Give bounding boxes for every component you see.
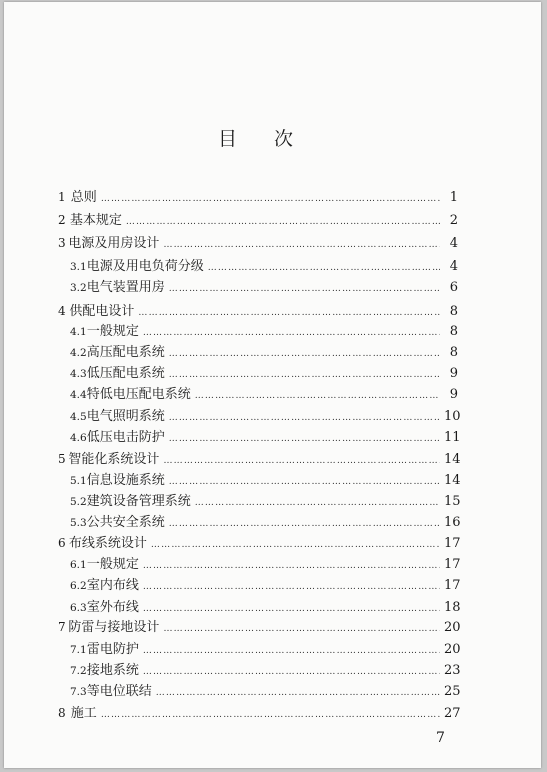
toc-entry-page: 20 [444, 620, 461, 635]
toc-leader-dots [169, 477, 440, 487]
toc-entry-page: 14 [444, 473, 461, 488]
toc-entry-number: 4.1 [70, 326, 87, 338]
toc-entry-label: 布线系统设计 [68, 536, 147, 551]
toc-leader-dots [143, 561, 440, 571]
toc-entry-page: 2 [449, 213, 458, 228]
toc-entry-number: 4.3 [70, 368, 87, 380]
toc-entry-label: 公共安全系统 [86, 515, 165, 530]
toc-entry-label: 雷电防护 [86, 642, 139, 657]
toc-entry-number: 5.2 [70, 496, 87, 508]
toc-entry-page: 17 [444, 578, 461, 593]
toc-entry[interactable] [58, 702, 461, 722]
toc-entry[interactable] [70, 490, 461, 510]
toc-entry-label: 防雷与接地设计 [68, 620, 160, 635]
toc-entry-page: 1 [449, 190, 458, 205]
toc-entry-label: 低压电击防护 [86, 430, 165, 445]
toc-entry[interactable] [70, 574, 461, 594]
toc-entry-label: 特低电压配电系统 [86, 387, 191, 402]
toc-entry-page: 9 [449, 387, 458, 402]
toc-entry[interactable] [58, 532, 461, 552]
toc-leader-dots [143, 667, 440, 677]
toc-entry-number: 5.1 [70, 475, 87, 487]
toc-leader-dots [143, 604, 440, 614]
toc-entry-label: 室外布线 [86, 600, 139, 615]
toc-entry-number: 2 [58, 213, 66, 227]
toc-leader-dots [143, 646, 440, 656]
toc-entry-label: 接地系统 [86, 663, 139, 678]
toc-entry[interactable] [58, 448, 461, 468]
toc-entry-number: 7.1 [70, 644, 87, 656]
toc-entry[interactable] [70, 511, 461, 531]
toc-entry[interactable] [70, 426, 461, 446]
toc-entry-number: 3.1 [70, 261, 87, 273]
toc-entry-page: 9 [449, 366, 458, 381]
toc-entry-number: 1 [58, 190, 66, 204]
toc-entry-number: 5 [58, 452, 66, 466]
toc-entry-number: 7.3 [70, 686, 87, 698]
toc-entry-label: 电气照明系统 [86, 409, 165, 424]
toc-entry-page: 16 [444, 515, 461, 530]
toc-entry[interactable] [70, 596, 461, 616]
toc-entry-label: 供配电设计 [69, 304, 135, 319]
toc-entry-label: 智能化系统设计 [68, 452, 160, 467]
toc-entry[interactable] [58, 300, 458, 320]
toc-entry-number: 4.2 [70, 347, 87, 359]
toc-entry-number: 5.3 [70, 517, 87, 529]
toc-leader-dots [138, 308, 440, 318]
toc-leader-dots [101, 194, 440, 204]
toc-entry-label: 等电位联结 [86, 684, 152, 699]
toc-entry-page: 18 [444, 600, 461, 615]
toc-entry-label: 一般规定 [86, 557, 139, 572]
toc-entry[interactable] [70, 320, 458, 340]
toc-leader-dots [126, 217, 440, 227]
toc-entry-page: 4 [449, 236, 458, 251]
toc-entry-page: 17 [444, 557, 461, 572]
toc-leader-dots [163, 624, 440, 634]
toc-entry[interactable] [58, 232, 458, 252]
toc-entry-page: 11 [444, 430, 461, 445]
toc-entry[interactable] [70, 255, 458, 275]
toc-entry-page: 17 [444, 536, 461, 551]
toc-entry[interactable] [58, 616, 461, 636]
toc-entry-label: 高压配电系统 [86, 345, 165, 360]
toc-leader-dots [156, 688, 440, 698]
toc-entry-page: 8 [449, 345, 458, 360]
document-page [4, 2, 541, 768]
toc-entry-label: 基本规定 [69, 213, 122, 228]
toc-entry-label: 总则 [70, 190, 97, 205]
toc-entry-number: 3 [58, 236, 66, 250]
toc-entry[interactable] [70, 405, 461, 425]
toc-entry-page: 8 [449, 304, 458, 319]
toc-leader-dots [143, 328, 440, 338]
toc-leader-dots [169, 284, 440, 294]
toc-leader-dots [195, 498, 440, 508]
toc-entry-page: 20 [444, 642, 461, 657]
toc-entry-number: 4.6 [70, 432, 87, 444]
toc-entry-page: 14 [444, 452, 461, 467]
toc-leader-dots [169, 434, 440, 444]
toc-entry[interactable] [58, 186, 458, 206]
toc-entry-page: 6 [449, 280, 458, 295]
toc-entry[interactable] [70, 341, 458, 361]
toc-leader-dots [163, 456, 440, 466]
toc-entry-label: 建筑设备管理系统 [86, 494, 191, 509]
toc-entry-label: 一般规定 [86, 324, 139, 339]
toc-entry-page: 23 [444, 663, 461, 678]
toc-entry[interactable] [70, 276, 458, 296]
toc-leader-dots [101, 710, 440, 720]
toc-entry[interactable] [70, 659, 461, 679]
toc-entry-page: 15 [444, 494, 461, 509]
toc-entry-number: 4 [58, 304, 66, 318]
toc-leader-dots [169, 370, 440, 380]
toc-entry-number: 7.2 [70, 665, 87, 677]
toc-entry-label: 电源及用电负荷分级 [86, 259, 204, 274]
toc-leader-dots [151, 540, 440, 550]
toc-title-char-1: 目 [218, 128, 238, 150]
toc-entry-page: 10 [444, 409, 461, 424]
toc-entry-number: 4.4 [70, 389, 87, 401]
toc-entry[interactable] [58, 209, 458, 229]
toc-entry-number: 7 [58, 620, 66, 634]
toc-entry[interactable] [70, 680, 461, 700]
toc-entry-number: 6 [58, 536, 66, 550]
toc-entry-number: 6.1 [70, 559, 87, 571]
toc-leader-dots [143, 582, 440, 592]
toc-entry-page: 8 [449, 324, 458, 339]
toc-entry-page: 4 [449, 259, 458, 274]
toc-leader-dots [163, 240, 440, 250]
toc-title-char-2: 次 [274, 128, 294, 150]
toc-entry-number: 6.2 [70, 580, 87, 592]
toc-leader-dots [195, 391, 440, 401]
table-of-contents [4, 2, 541, 768]
toc-leader-dots [169, 413, 440, 423]
toc-entry-page: 27 [444, 706, 461, 721]
toc-entry-label: 信息设施系统 [86, 473, 165, 488]
toc-entry-label: 室内布线 [86, 578, 139, 593]
toc-entry[interactable] [70, 469, 461, 489]
toc-entry-page: 25 [444, 684, 461, 699]
toc-leader-dots [169, 519, 440, 529]
toc-entry-number: 8 [58, 706, 66, 720]
toc-leader-dots [169, 349, 440, 359]
page-number: 7 [436, 730, 445, 746]
toc-entry-number: 6.3 [70, 602, 87, 614]
toc-entry-label: 电气装置用房 [86, 280, 165, 295]
toc-leader-dots [208, 263, 440, 273]
toc-entry-label: 低压配电系统 [86, 366, 165, 381]
toc-entry-number: 3.2 [70, 282, 87, 294]
toc-entry[interactable] [70, 553, 461, 573]
toc-entry[interactable] [70, 638, 461, 658]
toc-entry-label: 电源及用房设计 [68, 236, 160, 251]
toc-entry-label: 施工 [70, 706, 97, 721]
toc-entry[interactable] [70, 383, 458, 403]
toc-entry-number: 4.5 [70, 411, 87, 423]
toc-entry[interactable] [70, 362, 458, 382]
